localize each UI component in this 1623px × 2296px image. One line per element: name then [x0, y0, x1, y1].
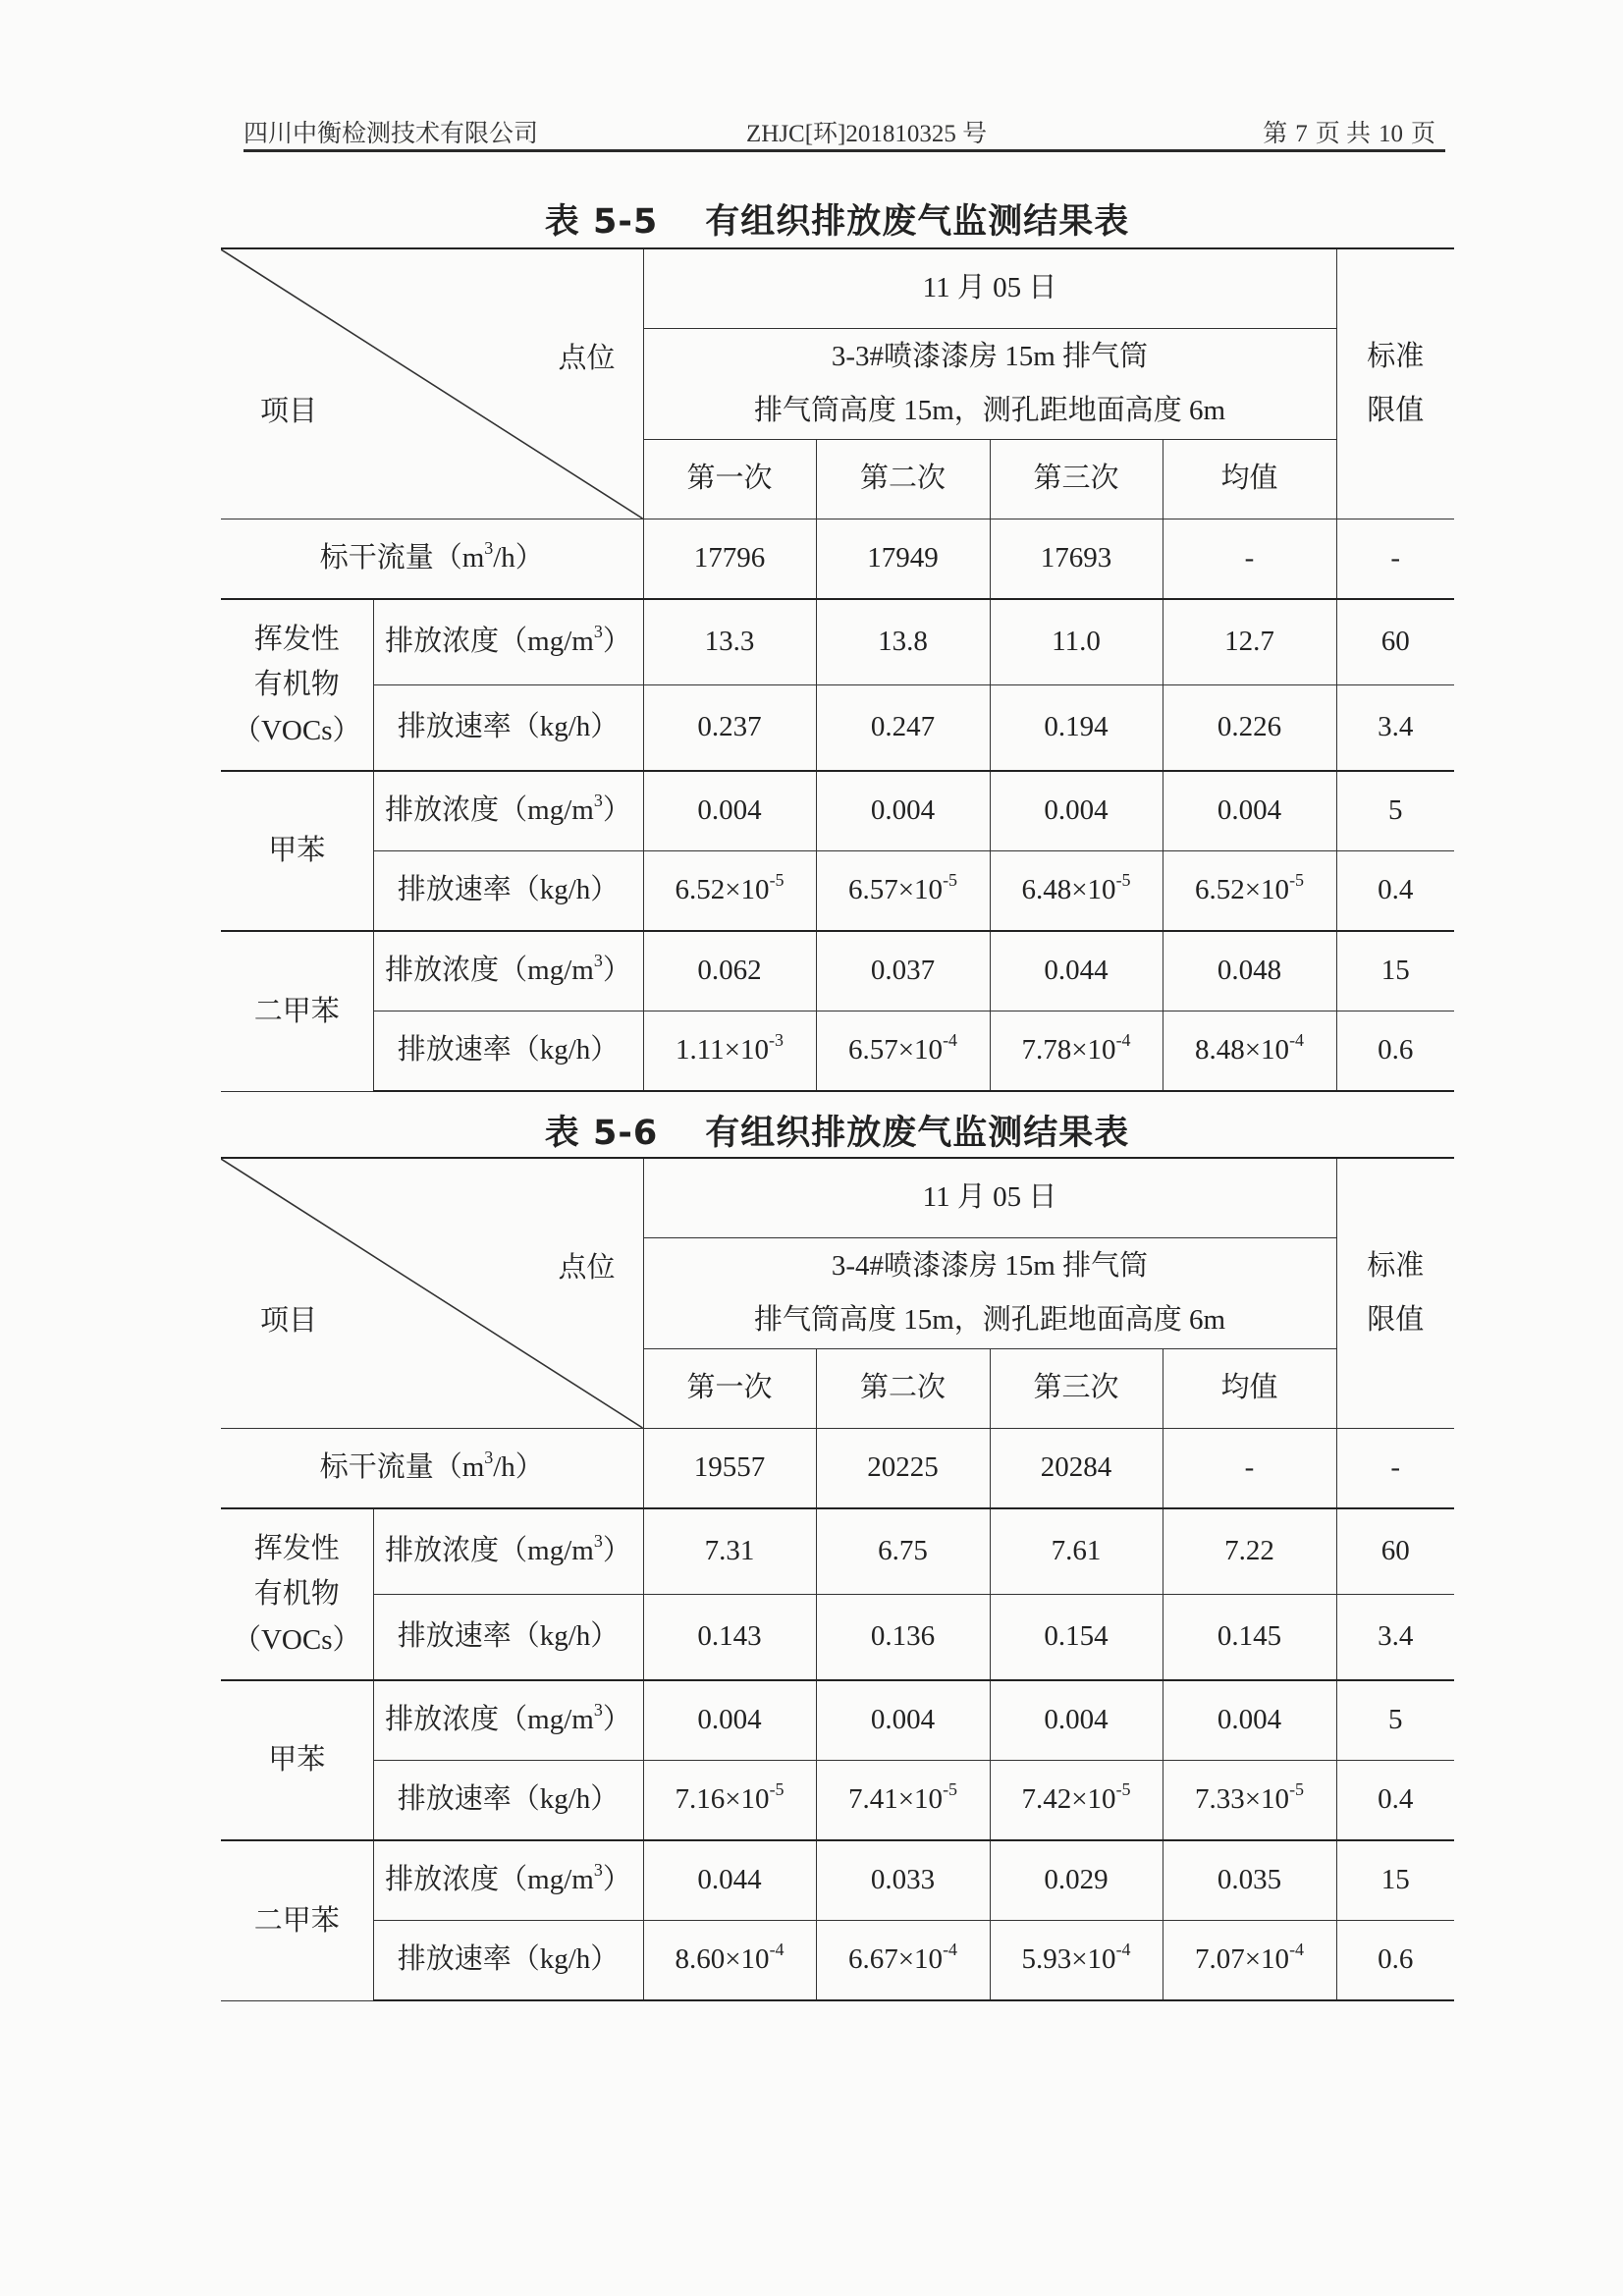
concentration-row: [221, 771, 1454, 851]
concentration-label: 排放浓度$(mg/m^3)$: [373, 1508, 643, 1595]
page-indicator: 第 7 页 共 10 页: [1263, 121, 1435, 147]
run-header: 均值: [1163, 1349, 1336, 1429]
concentration-value: 0.033: [816, 1840, 990, 1921]
run-header: 第一次: [643, 1349, 816, 1429]
concentration-row: [221, 931, 1454, 1011]
pollutant-name: 甲苯: [221, 771, 373, 931]
emission-rate-label: 排放速率（kg/h）: [373, 1761, 643, 1841]
run-header: 第三次: [990, 440, 1163, 519]
emission-rate-label: 排放速率（kg/h）: [373, 851, 643, 932]
flow-label: 标干流量$(m^3/h)$: [221, 519, 643, 600]
emission-rate-row: [221, 1761, 1454, 1841]
concentration-value: 0.004: [816, 771, 990, 851]
concentration-value: 0.037: [816, 931, 990, 1011]
report-number: ZHJC[环]201810325 号: [746, 121, 988, 147]
concentration-value: 0.035: [1163, 1840, 1336, 1921]
flow-row: [221, 1429, 1454, 1509]
concentration-value: 13.3: [643, 599, 816, 685]
results-table: [221, 1157, 1454, 2001]
emission-rate-value: 0.237: [643, 685, 816, 772]
concentration-label: 排放浓度$(mg/m^3)$: [373, 599, 643, 685]
emission-rate-value: 0.194: [990, 685, 1163, 772]
emission-rate-row: [221, 1011, 1454, 1092]
table-number: 表 5-6: [544, 1114, 659, 1153]
pollutant-name: 二甲苯: [221, 1840, 373, 2000]
emission-rate-row: [221, 685, 1454, 772]
standard-limit-value: 60: [1336, 599, 1454, 685]
concentration-value: 12.7: [1163, 599, 1336, 685]
emission-rate-value: $6.57\times 10^{-4}$: [816, 1011, 990, 1092]
emission-rate-value: $7.16\times 10^{-5}$: [643, 1761, 816, 1841]
diagonal-header-cell: [221, 1158, 643, 1429]
emission-rate-value: $7.07\times 10^{-4}$: [1163, 1921, 1336, 2001]
flow-value: 19557: [643, 1429, 816, 1509]
emission-rate-value: 0.136: [816, 1595, 990, 1681]
emission-rate-value: 0.154: [990, 1595, 1163, 1681]
emission-rate-label: 排放速率（kg/h）: [373, 1011, 643, 1092]
concentration-value: 13.8: [816, 599, 990, 685]
concentration-row: [221, 1508, 1454, 1595]
concentration-value: 0.004: [643, 1680, 816, 1761]
concentration-value: 6.75: [816, 1508, 990, 1595]
emission-rate-value: $7.42\times 10^{-5}$: [990, 1761, 1163, 1841]
standard-limit-value: 5: [1336, 771, 1454, 851]
run-header: 第一次: [643, 440, 816, 519]
emission-rate-value: $6.67\times 10^{-4}$: [816, 1921, 990, 2001]
emission-rate-value: 0.145: [1163, 1595, 1336, 1681]
concentration-value: 0.062: [643, 931, 816, 1011]
emission-rate-value: $6.57\times 10^{-5}$: [816, 851, 990, 932]
table-title: 有组织排放废气监测结果表: [705, 202, 1130, 242]
table-caption: [221, 1106, 1453, 1155]
concentration-value: 0.048: [1163, 931, 1336, 1011]
table-caption: [221, 194, 1453, 244]
emission-rate-value: $7.78\times 10^{-4}$: [990, 1011, 1163, 1092]
emission-rate-value: $6.52\times 10^{-5}$: [643, 851, 816, 932]
concentration-row: [221, 1840, 1454, 1921]
emission-rate-label: 排放速率（kg/h）: [373, 685, 643, 772]
standard-limit-value: 5: [1336, 1680, 1454, 1761]
flow-value: -: [1163, 519, 1336, 600]
flow-row: [221, 519, 1454, 600]
date-header: 11 月 05 日: [643, 248, 1336, 329]
emission-rate-value: 0.143: [643, 1595, 816, 1681]
concentration-label: 排放浓度$(mg/m^3)$: [373, 931, 643, 1011]
concentration-value: 0.029: [990, 1840, 1163, 1921]
run-header: 第二次: [816, 440, 990, 519]
run-header: 第三次: [990, 1349, 1163, 1429]
emission-rate-value: $8.48\times 10^{-4}$: [1163, 1011, 1336, 1092]
emission-rate-value: $5.93\times 10^{-4}$: [990, 1921, 1163, 2001]
concentration-value: 7.61: [990, 1508, 1163, 1595]
location-header: 3-4#喷漆漆房 15m 排气筒 排气筒高度 15m，测孔距地面高度 6m: [643, 1238, 1336, 1349]
results-table: [221, 247, 1454, 1092]
concentration-value: 7.31: [643, 1508, 816, 1595]
concentration-value: 0.044: [990, 931, 1163, 1011]
flow-value: 17796: [643, 519, 816, 600]
concentration-value: 0.004: [1163, 771, 1336, 851]
flow-value: 17693: [990, 519, 1163, 600]
concentration-label: 排放浓度$(mg/m^3)$: [373, 1680, 643, 1761]
pollutant-name: 挥发性 有机物 （VOCs）: [221, 599, 373, 771]
standard-limit-value: 0.4: [1336, 851, 1454, 932]
diagonal-header-cell: [221, 248, 643, 519]
emission-rate-value: $7.41\times 10^{-5}$: [816, 1761, 990, 1841]
flow-value: 20225: [816, 1429, 990, 1509]
standard-limit-value: 0.4: [1336, 1761, 1454, 1841]
location-header: 3-3#喷漆漆房 15m 排气筒 排气筒高度 15m，测孔距地面高度 6m: [643, 329, 1336, 440]
pollutant-name: 二甲苯: [221, 931, 373, 1091]
pollutant-name: 挥发性 有机物 （VOCs）: [221, 1508, 373, 1680]
page-header: [243, 106, 1445, 152]
emission-rate-row: [221, 1595, 1454, 1681]
emission-rate-value: $8.60\times 10^{-4}$: [643, 1921, 816, 2001]
concentration-value: 0.004: [643, 771, 816, 851]
table-title: 有组织排放废气监测结果表: [705, 1114, 1130, 1153]
emission-rate-label: 排放速率（kg/h）: [373, 1595, 643, 1681]
concentration-value: 0.004: [990, 771, 1163, 851]
flow-label: 标干流量$(m^3/h)$: [221, 1429, 643, 1509]
standard-limit-value: 3.4: [1336, 1595, 1454, 1681]
standard-limit-value: 60: [1336, 1508, 1454, 1595]
concentration-label: 排放浓度$(mg/m^3)$: [373, 771, 643, 851]
run-header: 第二次: [816, 1349, 990, 1429]
point-label: 点位: [558, 1252, 616, 1284]
flow-value: -: [1336, 1429, 1454, 1509]
emission-rate-value: $7.33\times 10^{-5}$: [1163, 1761, 1336, 1841]
flow-value: -: [1163, 1429, 1336, 1509]
point-label: 点位: [558, 343, 616, 374]
concentration-label: 排放浓度$(mg/m^3)$: [373, 1840, 643, 1921]
emission-rate-label: 排放速率（kg/h）: [373, 1921, 643, 2001]
standard-limit-header: 标准 限值: [1336, 248, 1454, 519]
item-label: 项目: [260, 1305, 318, 1337]
emission-rate-row: [221, 1921, 1454, 2001]
emission-rate-row: [221, 851, 1454, 932]
concentration-row: [221, 1680, 1454, 1761]
standard-limit-value: 15: [1336, 1840, 1454, 1921]
concentration-value: 0.004: [1163, 1680, 1336, 1761]
emission-rate-value: $6.48\times 10^{-5}$: [990, 851, 1163, 932]
company-name: 四川中衡检测技术有限公司: [243, 121, 539, 147]
standard-limit-value: 3.4: [1336, 685, 1454, 772]
flow-value: 17949: [816, 519, 990, 600]
flow-value: 20284: [990, 1429, 1163, 1509]
concentration-value: 0.004: [816, 1680, 990, 1761]
flow-value: -: [1336, 519, 1454, 600]
concentration-value: 11.0: [990, 599, 1163, 685]
date-header: 11 月 05 日: [643, 1158, 1336, 1238]
standard-limit-header: 标准 限值: [1336, 1158, 1454, 1429]
standard-limit-value: 0.6: [1336, 1011, 1454, 1092]
emission-rate-value: 0.226: [1163, 685, 1336, 772]
standard-limit-value: 15: [1336, 931, 1454, 1011]
concentration-value: 0.044: [643, 1840, 816, 1921]
run-header: 均值: [1163, 440, 1336, 519]
concentration-row: [221, 599, 1454, 685]
standard-limit-value: 0.6: [1336, 1921, 1454, 2001]
concentration-value: 7.22: [1163, 1508, 1336, 1595]
emission-rate-value: 0.247: [816, 685, 990, 772]
table-number: 表 5-5: [544, 202, 659, 242]
emission-rate-value: $1.11\times 10^{-3}$: [643, 1011, 816, 1092]
item-label: 项目: [260, 396, 318, 427]
emission-rate-value: $6.52\times 10^{-5}$: [1163, 851, 1336, 932]
concentration-value: 0.004: [990, 1680, 1163, 1761]
pollutant-name: 甲苯: [221, 1680, 373, 1840]
